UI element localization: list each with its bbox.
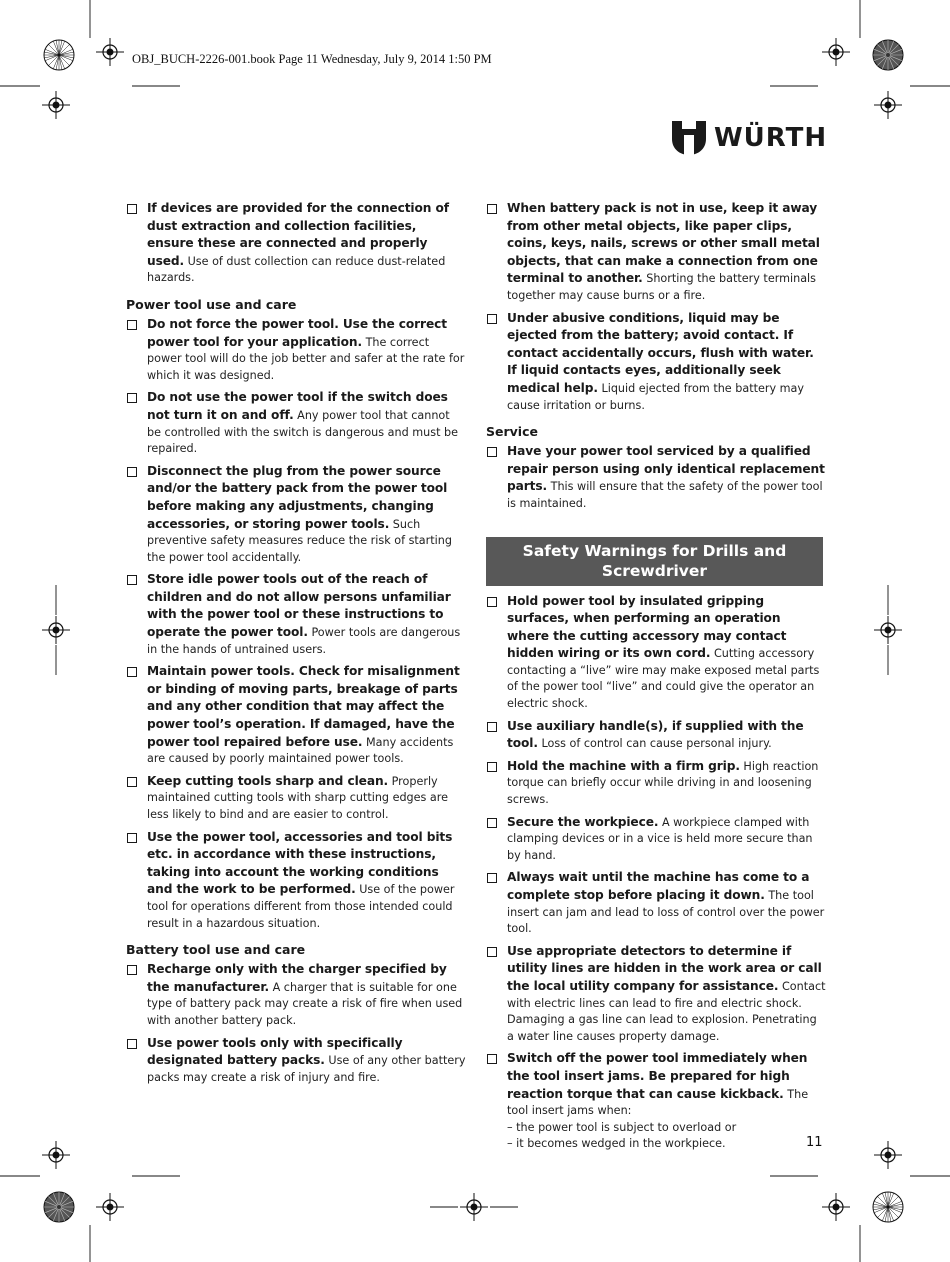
checkbox-bullet-icon — [487, 818, 497, 828]
list-item — [486, 593, 826, 713]
item-bold: Use appropriate detectors to determine if utility lines are hidden in the work area or call the local utility company for assistance. — [507, 943, 822, 993]
item-bold: Do not force the power tool. Use the correct power tool for your application. — [147, 316, 447, 349]
item-text: The tool insert can jam and lead to loss of control over the power tool. — [507, 889, 825, 936]
list-item — [486, 943, 826, 1046]
page-number: 11 — [806, 1135, 823, 1150]
item-text: High reaction torque can briefly occur while driving in and loosening screws. — [507, 759, 819, 807]
list-item — [126, 829, 466, 933]
checkbox-bullet-icon — [487, 873, 497, 883]
item-bold: Switch off the power tool immediately when the tool insert jams. Be prepared for high reaction torque that can cause kickback. — [507, 1051, 808, 1101]
checkbox-bullet-icon — [127, 393, 137, 403]
item-text: A charger that is suitable for one type of battery pack may create a risk of fire when used with another battery pack. — [147, 980, 463, 1027]
item-text: Use of dust collection can reduce dust-related hazards. — [147, 254, 446, 285]
item-bold: Maintain power tools. Check for misalignment or binding of moving parts, breakage of parts and any other condition that may affect the power tool’s operation. If damaged, have the power tool repaired before use. — [147, 664, 460, 749]
print-header: OBJ_BUCH-2226-001.book Page 11 Wednesday, July 9, 2014 1:50 PM — [132, 52, 492, 66]
wurth-logo — [672, 120, 827, 156]
checkbox-bullet-icon — [127, 204, 137, 214]
checkbox-bullet-icon — [127, 467, 137, 477]
checkbox-bullet-icon — [127, 777, 137, 787]
section-heading: Power tool use and care — [126, 296, 297, 312]
list-item — [126, 200, 466, 287]
list-item — [126, 571, 466, 658]
section-heading: Battery tool use and care — [126, 942, 306, 958]
list-item — [126, 463, 466, 567]
item-text: Use of any other battery packs may create a risk of injury and fire. — [147, 1054, 466, 1084]
right-column — [486, 200, 826, 1158]
jam-condition: – it becomes wedged in the workpiece. — [507, 1137, 726, 1151]
item-bold: Hold the machine with a firm grip. — [507, 758, 740, 773]
list-item — [486, 310, 826, 415]
item-bold: Do not use the power tool if the switch does not turn it on and off. — [147, 390, 448, 422]
list-item — [126, 389, 466, 457]
item-text: Contact with electric lines can lead to fire and electric shock. Damaging a gas line can lead to explosion. Penetrating a water line causes property damage. — [507, 979, 826, 1043]
list-item — [486, 814, 826, 865]
list-item — [486, 1050, 826, 1153]
item-text: Use of the power tool for operations different from those intended could result in a hazardous situation. — [147, 883, 455, 930]
checkbox-bullet-icon — [487, 722, 497, 732]
list-item — [486, 443, 826, 512]
list-item — [486, 758, 826, 809]
list-item — [126, 663, 466, 768]
item-bold: Recharge only with the charger specified by the manufacturer. — [147, 962, 447, 994]
item-bold: Use auxiliary handle(s), if supplied with the tool. — [507, 718, 804, 751]
item-bold: Have your power tool serviced by a qualified repair person using only identical replacement parts. — [507, 444, 825, 494]
checkbox-bullet-icon — [127, 575, 137, 585]
section-banner-title: Safety Warnings for Drills and Screwdriver — [486, 537, 823, 586]
wurth-logo-icon — [672, 121, 706, 155]
item-bold: Always wait until the machine has come to a complete stop before placing it down. — [507, 870, 810, 902]
checkbox-bullet-icon — [487, 947, 497, 957]
item-bold: Use power tools only with specifically designated battery packs. — [147, 1035, 403, 1068]
list-item — [486, 200, 826, 305]
checkbox-bullet-icon — [127, 1039, 137, 1049]
item-bold: If devices are provided for the connection of dust extraction and collection facilities, ensure these are connected and properly used. — [147, 201, 449, 268]
item-text: The correct power tool will do the job better and safer at the rate for which it was designed. — [147, 335, 465, 382]
list-item — [126, 961, 466, 1029]
item-text: The tool insert jams when: — [507, 1087, 809, 1118]
item-text: Such preventive safety measures reduce the risk of starting the power tool accidentally. — [147, 517, 452, 564]
item-bold: When battery pack is not in use, keep it away from other metal objects, like paper clips, coins, keys, nails, screws or other small metal objects, that can make a connection from one terminal to another. — [507, 201, 820, 286]
logo-text: WÜRTH — [714, 123, 828, 153]
list-item — [486, 718, 826, 753]
item-text: A workpiece clamped with clamping devices or in a vice is held more secure than by hand. — [507, 815, 813, 862]
item-bold: Hold power tool by insulated gripping surfaces, when performing an operation where the cutting accessory may contact hidden wiring or its own cord. — [507, 593, 787, 661]
item-text: Cutting accessory contacting a “live” wire may make exposed metal parts of the power tool “live” and could give the operator an electric shock. — [507, 647, 820, 711]
item-text: Liquid ejected from the battery may cause irritation or burns. — [507, 381, 804, 412]
item-bold: Store idle power tools out of the reach of children and do not allow persons unfamiliar with the power tool or these instructions to operate the power tool. — [147, 572, 451, 640]
item-bold: Secure the workpiece. — [507, 814, 659, 829]
checkbox-bullet-icon — [487, 762, 497, 772]
checkbox-bullet-icon — [487, 204, 497, 214]
item-text: Many accidents are caused by poorly maintained power tools. — [147, 735, 454, 766]
left-column — [126, 200, 466, 1091]
list-item — [126, 316, 466, 384]
list-item — [126, 1035, 466, 1087]
list-item — [486, 869, 826, 937]
checkbox-bullet-icon — [487, 1054, 497, 1064]
jam-condition: – the power tool is subject to overload or — [507, 1120, 737, 1134]
item-text: Shorting the battery terminals together may cause burns or a fire. — [507, 272, 816, 302]
section-heading: Service — [486, 424, 538, 440]
item-bold: Keep cutting tools sharp and clean. — [147, 773, 389, 788]
checkbox-bullet-icon — [127, 833, 137, 843]
item-bold: Use the power tool, accessories and tool bits etc. in accordance with these instructions, taking into account the working conditions and the work to be performed. — [147, 829, 453, 897]
item-text: Loss of control can cause personal injury. — [537, 737, 772, 751]
checkbox-bullet-icon — [127, 965, 137, 975]
checkbox-bullet-icon — [127, 667, 137, 677]
item-bold: Under abusive conditions, liquid may be ejected from the battery; avoid contact. If contact accidentally occurs, flush with water. If liquid contacts eyes, additionally seek medical help. — [507, 310, 814, 395]
checkbox-bullet-icon — [127, 320, 137, 330]
checkbox-bullet-icon — [487, 314, 497, 324]
checkbox-bullet-icon — [487, 597, 497, 607]
checkbox-bullet-icon — [487, 447, 497, 457]
item-text: Power tools are dangerous in the hands of untrained users. — [147, 626, 461, 656]
item-text: Properly maintained cutting tools with sharp cutting edges are less likely to bind and are easier to control. — [147, 774, 449, 821]
item-bold: Disconnect the plug from the power source and/or the battery pack from the power tool before making any adjustments, changing accessories, or storing power tools. — [147, 463, 448, 531]
list-item — [126, 773, 466, 824]
item-text: This will ensure that the safety of the power tool is maintained. — [507, 480, 823, 510]
item-text: Any power tool that cannot be controlled with the switch is dangerous and must be repaired. — [147, 408, 458, 456]
